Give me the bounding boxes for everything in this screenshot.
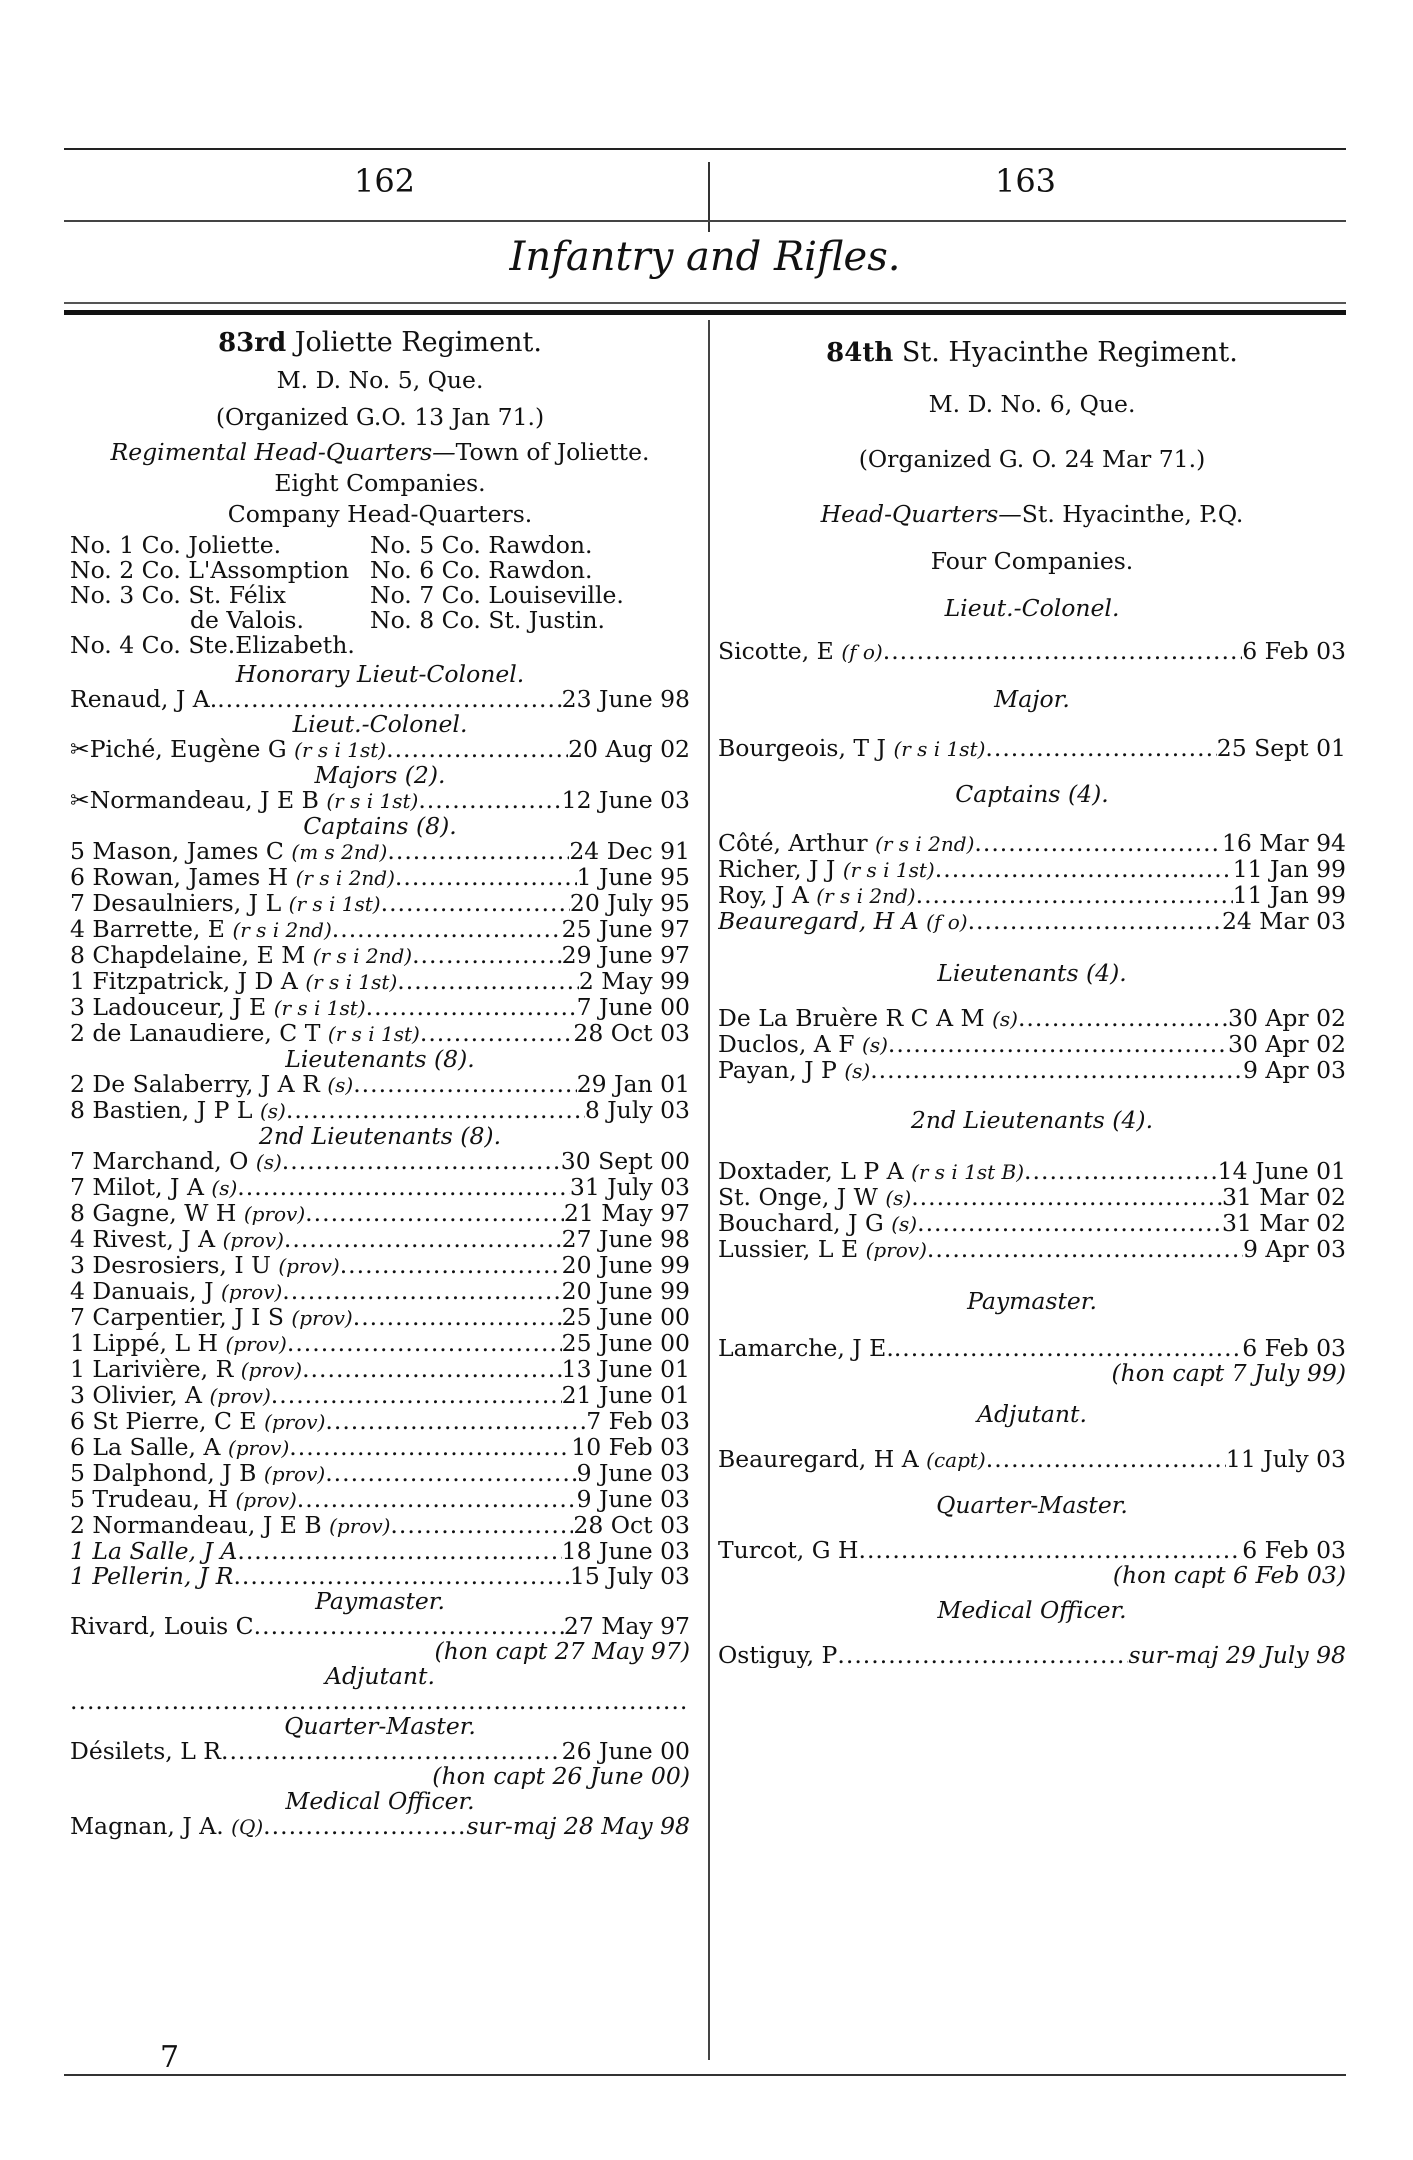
lieutenants-heading: Lieutenants (4).	[937, 959, 1127, 987]
officer-name: 5 Dalphond, J B	[70, 1461, 257, 1487]
bottom-rule	[64, 2074, 1346, 2076]
officer-date: 27 May 97	[563, 1614, 690, 1639]
adjutant-heading: Adjutant.	[325, 1662, 435, 1690]
officer-row	[718, 1447, 1346, 1473]
page-number-left: 162	[353, 162, 416, 200]
officer-date: 30 Apr 02	[1228, 1032, 1346, 1058]
officer-row	[70, 687, 690, 712]
officer-note: (s)	[862, 1033, 888, 1057]
officer-name: Bourgeois, T J	[718, 736, 886, 762]
officer-name: Renaud, J A.	[70, 687, 218, 712]
officer-row	[718, 1538, 1346, 1563]
officer-note: (r s i 1st)	[288, 892, 381, 916]
companies-count: Four Companies.	[930, 547, 1134, 575]
officer-note: (prov)	[291, 1306, 353, 1330]
lieut-colonel-heading: Lieut.-Colonel.	[292, 710, 468, 738]
company-hq-item: No. 8 Co. St. Justin.	[370, 606, 605, 634]
page-numbers	[64, 162, 1346, 222]
officer-note: (r s i 1st B)	[911, 1160, 1025, 1184]
officer-date: 15 July 03	[569, 1564, 690, 1589]
hq-value: Town of Joliette.	[455, 438, 650, 466]
officer-row	[70, 839, 690, 865]
officer-row	[70, 1487, 690, 1513]
officer-row	[70, 1814, 690, 1840]
officer-note: (m s 2nd)	[291, 840, 388, 864]
officer-note: (f o)	[841, 640, 883, 664]
honorary-note: (hon capt 7 July 99)	[1111, 1359, 1346, 1387]
regiment-title	[718, 337, 1346, 368]
officer-date: 24 Mar 03	[1221, 909, 1346, 935]
majors-heading: Majors (2).	[314, 761, 446, 789]
officer-row	[718, 831, 1346, 857]
officer-name: 5 Trudeau, H	[70, 1487, 228, 1513]
officer-row	[718, 909, 1346, 935]
title-rule-thin	[64, 302, 1346, 304]
officer-row	[70, 943, 690, 969]
officer-date: 28 Oct 03	[573, 1513, 690, 1539]
officer-row	[718, 857, 1346, 883]
officer-date: 25 June 97	[561, 917, 690, 943]
officer-row	[718, 1211, 1346, 1237]
officer-row	[70, 1539, 690, 1564]
officer-date: 29 Jan 01	[576, 1072, 690, 1098]
officer-name: Magnan, J A.	[70, 1814, 224, 1840]
officer-name: Sicotte, E	[718, 639, 834, 665]
header-rule	[64, 220, 1346, 222]
honorary-note: (hon capt 27 May 97)	[434, 1637, 690, 1665]
officer-name: ✂Normandeau, J E B	[70, 788, 319, 814]
officer-note: (r s i 1st)	[327, 1022, 420, 1046]
officer-row	[70, 891, 690, 917]
officer-date: 8 July 03	[584, 1098, 690, 1124]
lieutenants-heading: Lieutenants (8).	[285, 1045, 475, 1073]
officer-date: 26 June 00	[561, 1739, 690, 1764]
officer-note: (prov)	[227, 1436, 290, 1460]
officer-name: ✂Piché, Eugène G	[70, 737, 287, 763]
officer-row	[718, 1643, 1346, 1668]
officer-date: sur-maj 28 May 98	[466, 1814, 690, 1840]
hq-value: St. Hyacinthe, P.Q.	[1021, 500, 1244, 528]
regiment-number: 83rd	[218, 328, 287, 358]
officer-date: 2 May 99	[578, 969, 690, 995]
officer-date: 20 June 99	[561, 1253, 690, 1279]
officer-note: (s)	[891, 1212, 918, 1236]
lieutenants-list	[718, 1006, 1346, 1084]
officer-row	[70, 1098, 690, 1124]
officer-note: (prov)	[278, 1254, 340, 1278]
officer-name: 7 Desaulniers, J L	[70, 891, 282, 917]
company-hq-heading: Company Head-Quarters.	[227, 500, 533, 528]
officer-date: 25 Sept 01	[1216, 736, 1346, 762]
officer-note: (prov)	[264, 1410, 326, 1434]
company-hq-item: de Valois.	[190, 606, 304, 634]
captains-list	[70, 839, 690, 1047]
company-hq-item: No. 2 Co. L'Assomption	[70, 556, 350, 584]
honorary-note: (hon capt 26 June 00)	[432, 1762, 690, 1790]
organized-note: (Organized G.O. 13 Jan 71.)	[215, 403, 545, 431]
officer-row	[718, 1185, 1346, 1211]
officer-name: Doxtader, L P A	[718, 1159, 904, 1185]
officer-date: 6 Feb 03	[1242, 1336, 1346, 1361]
officer-name: Richer, J J	[718, 857, 836, 883]
officer-row	[70, 917, 690, 943]
officer-date: 30 Sept 00	[560, 1149, 690, 1175]
officer-row	[718, 883, 1346, 909]
officer-note: (r s i 1st)	[326, 789, 419, 813]
officer-note: (f o)	[926, 910, 968, 934]
section-title: Infantry and Rifles.	[509, 234, 901, 280]
second-lieutenants-heading: 2nd Lieutenants (8).	[258, 1122, 502, 1150]
officer-date: 6 Feb 03	[1242, 1538, 1346, 1563]
regiment-name: Joliette Regiment.	[294, 327, 542, 358]
officer-row	[70, 1021, 690, 1047]
officer-name: 8 Bastien, J P L	[70, 1098, 253, 1124]
military-district: M. D. No. 6, Que.	[928, 390, 1136, 418]
officer-row	[718, 1237, 1346, 1263]
officer-row	[70, 1227, 690, 1253]
officer-date: 25 June 00	[561, 1305, 690, 1331]
officer-date: 29 June 97	[561, 943, 690, 969]
officer-date: 16 Mar 94	[1221, 831, 1346, 857]
officer-date: 9 June 03	[576, 1461, 690, 1487]
captains-heading: Captains (8).	[303, 812, 457, 840]
officer-name: 1 Lippé, L H	[70, 1331, 219, 1357]
officer-date: 11 Jan 99	[1232, 883, 1346, 909]
officer-name: Lussier, L E	[718, 1237, 859, 1263]
officer-name: 3 Ladouceur, J E	[70, 995, 267, 1021]
officer-row	[70, 1513, 690, 1539]
officer-name: Désilets, L R	[70, 1739, 221, 1764]
officer-name: 1 Fitzpatrick, J D A	[70, 969, 298, 995]
company-hq-item: No. 6 Co. Rawdon.	[370, 556, 593, 584]
officer-note: (Q)	[231, 1815, 264, 1839]
officer-date: 27 June 98	[561, 1227, 690, 1253]
officer-date: 20 July 95	[569, 891, 690, 917]
officer-name: 2 De Salaberry, J A R	[70, 1072, 320, 1098]
column-divider	[708, 320, 710, 2060]
officer-date: 18 June 03	[561, 1539, 690, 1564]
officer-date: 7 Feb 03	[586, 1409, 690, 1435]
signature-mark: 7	[160, 2040, 180, 2075]
officer-name: 7 Marchand, O	[70, 1149, 249, 1175]
second-lieutenants-list	[718, 1159, 1346, 1263]
officer-note: (r s i 2nd)	[875, 832, 975, 856]
officer-row	[70, 1409, 690, 1435]
officer-row	[70, 1201, 690, 1227]
officer-name: 1 Pellerin, J R	[70, 1564, 234, 1589]
title-rule-thick	[64, 310, 1346, 315]
officer-date: 11 July 03	[1225, 1447, 1346, 1473]
officer-name: Beauregard, H A	[718, 909, 919, 935]
officer-row	[70, 1461, 690, 1487]
officer-row	[70, 1435, 690, 1461]
officer-note: (prov)	[240, 1358, 303, 1382]
officer-date: 10 Feb 03	[571, 1435, 690, 1461]
officer-date: 21 June 01	[561, 1383, 690, 1409]
officer-note: (r s i 1st)	[273, 996, 366, 1020]
officer-name: Côté, Arthur	[718, 831, 868, 857]
company-hq-item: No. 7 Co. Louiseville.	[370, 581, 624, 609]
officer-note: (s)	[844, 1059, 871, 1083]
officer-name: 4 Danuais, J	[70, 1279, 214, 1305]
officer-note: (prov)	[220, 1280, 283, 1304]
officer-date: 11 Jan 99	[1232, 857, 1346, 883]
lieutenants-list	[70, 1072, 690, 1124]
regiment-84th	[718, 330, 1346, 1668]
officer-note: (r s i 1st)	[893, 737, 986, 761]
officer-row	[718, 1336, 1346, 1361]
officer-note: (s)	[992, 1007, 1018, 1031]
officer-row	[70, 1253, 690, 1279]
officer-note: (r s i 2nd)	[816, 884, 916, 908]
page-number-right: 163	[994, 162, 1057, 200]
paymaster-heading: Paymaster.	[315, 1587, 445, 1615]
officer-date: 31 Mar 02	[1221, 1185, 1346, 1211]
officer-row	[70, 1072, 690, 1098]
officer-note: (s)	[255, 1150, 282, 1174]
officer-name: Bouchard, J G	[718, 1211, 884, 1237]
medical-officer-heading: Medical Officer.	[285, 1787, 475, 1815]
officer-date: 30 Apr 02	[1228, 1006, 1346, 1032]
officer-name: 8 Chapdelaine, E M	[70, 943, 306, 969]
major-heading: Major.	[994, 685, 1070, 713]
officer-date: sur-maj 29 July 98	[1128, 1643, 1346, 1668]
honorary-note: (hon capt 6 Feb 03)	[1112, 1561, 1346, 1589]
second-lieutenants-list	[70, 1149, 690, 1589]
officer-name: Turcot, G H	[718, 1538, 859, 1563]
officer-row	[70, 995, 690, 1021]
officer-name: 6 Rowan, James H	[70, 865, 289, 891]
officer-note: (s)	[259, 1099, 286, 1123]
officer-name: 6 St Pierre, C E	[70, 1409, 257, 1435]
officer-note: (prov)	[329, 1514, 391, 1538]
officer-note: (r s i 1st)	[842, 858, 935, 882]
medical-officer-heading: Medical Officer.	[937, 1596, 1127, 1624]
company-hq-item: No. 4 Co. Ste.Elizabeth.	[70, 631, 355, 659]
officer-name: 7 Carpentier, J I S	[70, 1305, 284, 1331]
officer-row	[718, 1032, 1346, 1058]
officer-date: 13 June 01	[561, 1357, 690, 1383]
officer-note: (r s i 2nd)	[295, 866, 395, 890]
lieut-colonel-heading: Lieut.-Colonel.	[944, 594, 1120, 622]
officer-row	[70, 1331, 690, 1357]
officer-row	[718, 639, 1346, 665]
officer-note: (capt)	[926, 1448, 986, 1472]
officer-row	[70, 1149, 690, 1175]
adjutant-heading: Adjutant.	[977, 1400, 1087, 1428]
officer-row	[70, 1279, 690, 1305]
officer-date: 28 Oct 03	[573, 1021, 690, 1047]
regiment-number: 84th	[826, 338, 894, 368]
officer-row	[718, 1058, 1346, 1084]
hq-label: Head-Quarters—	[820, 500, 1022, 528]
officer-note: (s)	[885, 1186, 912, 1210]
officer-date: 23 June 98	[561, 687, 690, 712]
regiment-title	[70, 327, 690, 358]
officer-name: 4 Barrette, E	[70, 917, 225, 943]
officer-name: 3 Desrosiers, I U	[70, 1253, 271, 1279]
captains-heading: Captains (4).	[955, 780, 1109, 808]
vacant-row	[70, 1689, 690, 1714]
officer-name: 6 La Salle, A	[70, 1435, 221, 1461]
officer-name: Ostiguy, P	[718, 1643, 838, 1668]
officer-note: (s)	[327, 1073, 354, 1097]
officer-row	[70, 1383, 690, 1409]
officer-date: 31 July 03	[569, 1175, 690, 1201]
officer-date: 24 Dec 91	[569, 839, 690, 865]
officer-note: (prov)	[263, 1462, 326, 1486]
officer-name: 7 Milot, J A	[70, 1175, 204, 1201]
officer-date: 7 June 00	[576, 995, 690, 1021]
officer-note: (prov)	[209, 1384, 271, 1408]
officer-date: 20 Aug 02	[568, 737, 690, 763]
officer-note: (prov)	[235, 1488, 297, 1512]
officer-date: 9 June 03	[576, 1487, 690, 1513]
officer-date: 12 June 03	[561, 788, 690, 814]
regiment-83rd	[70, 327, 690, 1840]
company-hq-item: No. 3 Co. St. Félix	[70, 581, 287, 609]
officer-date: 31 Mar 02	[1221, 1211, 1346, 1237]
officer-date: 14 June 01	[1217, 1159, 1346, 1185]
officer-date: 9 Apr 03	[1242, 1237, 1346, 1263]
officer-date: 25 June 00	[561, 1331, 690, 1357]
company-hq-list	[70, 533, 690, 658]
officer-name: Duclos, A F	[718, 1032, 855, 1058]
company-hq-item	[370, 633, 690, 658]
paymaster-heading: Paymaster.	[967, 1287, 1097, 1315]
officer-name: 2 Normandeau, J E B	[70, 1513, 322, 1539]
quarter-master-heading: Quarter-Master.	[284, 1712, 476, 1740]
headquarters-line	[718, 502, 1346, 527]
officer-name: 8 Gagne, W H	[70, 1201, 237, 1227]
officer-name: 4 Rivest, J A	[70, 1227, 216, 1253]
officer-date: 1 June 95	[576, 865, 690, 891]
officer-note: (prov)	[225, 1332, 287, 1356]
company-hq-item: No. 5 Co. Rawdon.	[370, 531, 593, 559]
officer-name: Rivard, Louis C	[70, 1614, 254, 1639]
officer-row	[70, 865, 690, 891]
officer-row	[70, 1739, 690, 1764]
officer-row	[70, 1357, 690, 1383]
officer-row	[70, 1175, 690, 1201]
officer-name: 3 Olivier, A	[70, 1383, 202, 1409]
officer-row	[70, 1614, 690, 1639]
officer-note: (prov)	[222, 1228, 284, 1252]
officer-note: (r s i 2nd)	[312, 944, 413, 968]
page	[64, 148, 1346, 2078]
regiment-name: St. Hyacinthe Regiment.	[901, 337, 1238, 368]
officer-note: (r s i 1st)	[305, 970, 398, 994]
top-rule	[64, 148, 1346, 150]
officer-name: Beauregard, H A	[718, 1447, 919, 1473]
officer-row	[70, 788, 690, 814]
officer-name: De La Bruère R C A M	[718, 1006, 985, 1032]
quarter-master-heading: Quarter-Master.	[936, 1491, 1128, 1519]
headquarters-line	[70, 440, 690, 465]
officer-row	[718, 736, 1346, 762]
officer-row	[70, 1305, 690, 1331]
officer-row	[718, 1159, 1346, 1185]
officer-note: (prov)	[243, 1202, 306, 1226]
officer-row	[70, 969, 690, 995]
officer-note: (prov)	[865, 1238, 927, 1262]
officer-name: 2 de Lanaudiere, C T	[70, 1021, 321, 1047]
officer-name: Lamarche, J E.	[718, 1336, 894, 1361]
company-hq-item: No. 1 Co. Joliette.	[70, 531, 282, 559]
military-district: M. D. No. 5, Que.	[276, 366, 484, 394]
officer-note: (r s i 1st)	[294, 738, 387, 762]
officer-note: (s)	[211, 1176, 238, 1200]
officer-row	[718, 1006, 1346, 1032]
officer-date: 6 Feb 03	[1242, 639, 1346, 665]
companies-count: Eight Companies.	[274, 469, 486, 497]
officer-name: Payan, J P	[718, 1058, 837, 1084]
officer-name: St. Onge, J W	[718, 1185, 878, 1211]
officer-note: (r s i 2nd)	[232, 918, 332, 942]
organized-note: (Organized G. O. 24 Mar 71.)	[858, 445, 1206, 473]
hq-label: Regimental Head-Quarters—	[110, 438, 456, 466]
hon-lieut-colonel-heading: Honorary Lieut-Colonel.	[235, 660, 525, 688]
officer-name: Roy, J A	[718, 883, 809, 909]
officer-date: 20 June 99	[561, 1279, 690, 1305]
officer-name: 1 Larivière, R	[70, 1357, 234, 1383]
officer-date: 9 Apr 03	[1242, 1058, 1346, 1084]
officer-name: 1 La Salle, J A	[70, 1539, 238, 1564]
captains-list	[718, 831, 1346, 935]
officer-row	[70, 1564, 690, 1589]
officer-row	[70, 737, 690, 763]
officer-date: 21 May 97	[563, 1201, 690, 1227]
officer-name: 5 Mason, James C	[70, 839, 284, 865]
second-lieutenants-heading: 2nd Lieutenants (4).	[910, 1106, 1154, 1134]
majors-list	[70, 788, 690, 814]
